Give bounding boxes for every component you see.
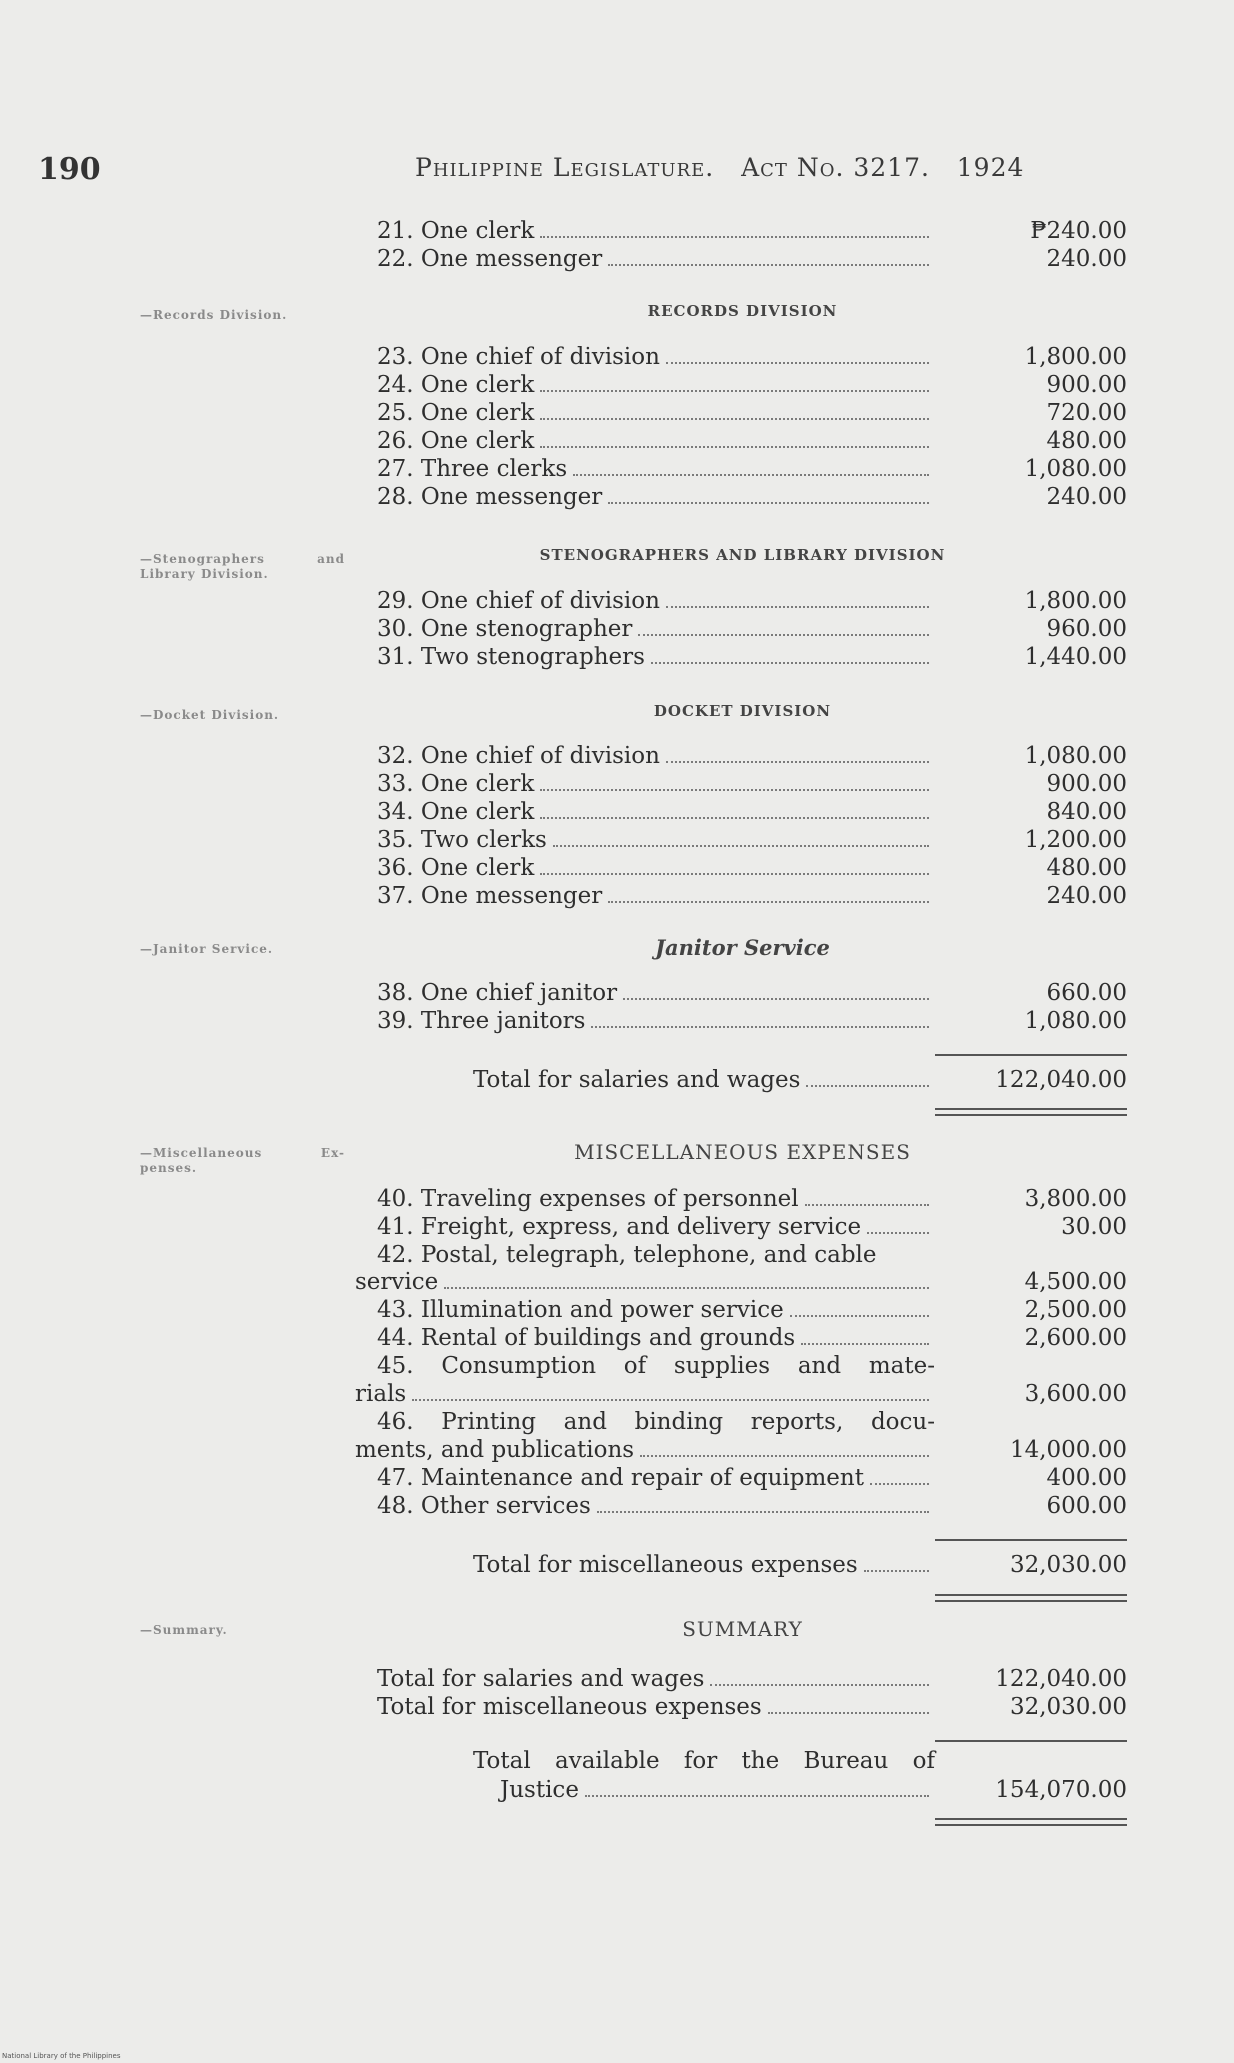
subtotal-rule <box>935 1740 1127 1742</box>
line-item: rials 3,600.00 <box>355 1381 1127 1407</box>
running-head-year: 1924 <box>956 153 1025 182</box>
section-heading-janitor: Janitor Service <box>655 935 830 960</box>
line-item: 29. One chief of division 1,800.00 <box>377 588 1127 614</box>
running-head <box>415 153 1024 182</box>
misc-total: Total for miscellaneous expenses 32,030.00 <box>473 1552 1127 1578</box>
line-item: 47. Maintenance and repair of equipment 400.00 <box>377 1465 1127 1491</box>
scan-footer: National Library of the Philippines <box>2 2052 121 2060</box>
page-number: 190 <box>38 152 101 187</box>
line-item: 41. Freight, express, and delivery service 30.00 <box>377 1214 1127 1240</box>
margin-note-docket: —Docket Division. <box>140 708 280 722</box>
grand-total: Justice 154,070.00 <box>500 1777 1127 1803</box>
line-item: 24. One clerk 900.00 <box>377 372 1127 398</box>
section-heading-summary: SUMMARY <box>682 1617 803 1641</box>
subtotal-rule <box>935 1054 1127 1056</box>
line-item: 21. One clerk ₱240.00 <box>377 218 1127 244</box>
line-item: ments, and publications 14,000.00 <box>355 1437 1127 1463</box>
margin-note-stenographers: —Stenographers and <box>140 552 345 566</box>
line-item-wrap: 46. Printing and binding reports, docu- <box>377 1409 935 1435</box>
section-heading-misc: MISCELLANEOUS EXPENSES <box>574 1140 911 1164</box>
section-heading-stenographers: STENOGRAPHERS AND LIBRARY DIVISION <box>539 546 946 564</box>
line-item: 26. One clerk 480.00 <box>377 428 1127 454</box>
line-item: 48. Other services 600.00 <box>377 1493 1127 1519</box>
subtotal-rule <box>935 1539 1127 1541</box>
line-item: 39. Three janitors 1,080.00 <box>377 1008 1127 1034</box>
line-item: 23. One chief of division 1,800.00 <box>377 344 1127 370</box>
total-double-rule <box>935 1594 1127 1602</box>
line-item: 40. Traveling expenses of personnel 3,800.00 <box>377 1186 1127 1212</box>
section-heading-docket: DOCKET DIVISION <box>653 702 832 720</box>
line-item: 25. One clerk 720.00 <box>377 400 1127 426</box>
line-item: 33. One clerk 900.00 <box>377 771 1127 797</box>
margin-note-misc-cont: penses. <box>140 1161 198 1175</box>
line-item: service 4,500.00 <box>355 1269 1127 1295</box>
line-item: 38. One chief janitor 660.00 <box>377 980 1127 1006</box>
summary-line: Total for salaries and wages 122,040.00 <box>377 1666 1127 1692</box>
running-head-legislature: Philippine Legislature. <box>415 153 715 182</box>
line-item: 34. One clerk 840.00 <box>377 799 1127 825</box>
line-item: 44. Rental of buildings and grounds 2,600.00 <box>377 1325 1127 1351</box>
section-heading-records: RECORDS DIVISION <box>647 302 838 320</box>
line-item: 31. Two stenographers 1,440.00 <box>377 644 1127 670</box>
line-item: 22. One messenger 240.00 <box>377 246 1127 272</box>
line-item: 37. One messenger 240.00 <box>377 883 1127 909</box>
line-item: 32. One chief of division 1,080.00 <box>377 743 1127 769</box>
line-item: 36. One clerk 480.00 <box>377 855 1127 881</box>
margin-note-janitor: —Janitor Service. <box>140 942 274 956</box>
line-item-wrap: 42. Postal, telegraph, telephone, and cable <box>377 1242 877 1268</box>
line-item: 35. Two clerks 1,200.00 <box>377 827 1127 853</box>
grand-total-line: Total available for the Bureau of <box>473 1748 935 1774</box>
margin-note-summary: —Summary. <box>140 1623 228 1637</box>
margin-note-stenographers-cont: Library Division. <box>140 567 269 581</box>
line-item: 27. Three clerks 1,080.00 <box>377 456 1127 482</box>
line-item: 43. Illumination and power service 2,500.00 <box>377 1297 1127 1323</box>
line-item: 28. One messenger 240.00 <box>377 484 1127 510</box>
salaries-total: Total for salaries and wages 122,040.00 <box>473 1067 1127 1093</box>
line-item-wrap: 45. Consumption of supplies and mate- <box>377 1353 935 1379</box>
total-double-rule <box>935 1108 1127 1116</box>
margin-note-misc: —Miscellaneous Ex- <box>140 1146 345 1160</box>
summary-line: Total for miscellaneous expenses 32,030.00 <box>377 1694 1127 1720</box>
running-head-act: Act No. 3217. <box>741 153 930 182</box>
line-item: 30. One stenographer 960.00 <box>377 616 1127 642</box>
total-double-rule <box>935 1818 1127 1826</box>
margin-note-records: —Records Division. <box>140 308 288 322</box>
